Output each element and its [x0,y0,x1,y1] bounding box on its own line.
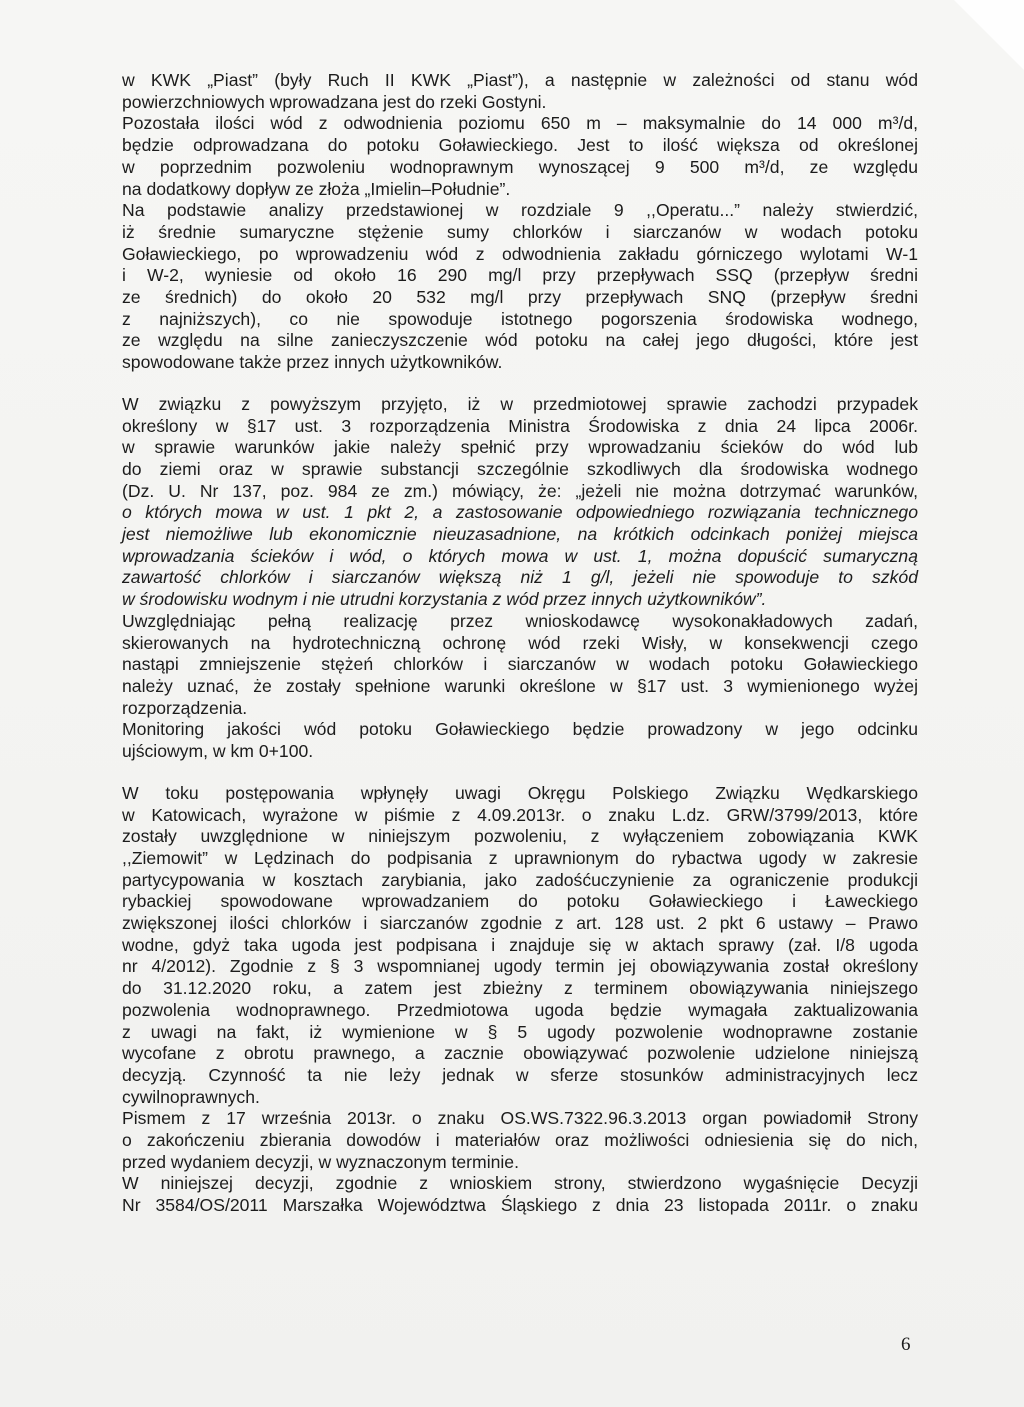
page-number: 6 [901,1334,911,1355]
text-line: Pozostała ilości wód z odwodnienia poziomu 650 m – maksymalnie do 14 000 m³/d, [122,113,918,134]
text-line: ze względu na silne zanieczyszczenie wód potoku na całej jego długości, które jest [122,330,918,351]
text-line: spowodowane także przez innych użytkowników. [122,352,503,373]
text-line: w poprzednim pozwoleniu wodnoprawnym wynoszącej 9 500 m³/d, ze względu [122,156,918,177]
text-line: nastąpi zmniejszenie stężeń chlorków i siarczanów w wodach potoku Goławieckiego [122,654,918,675]
text-line: z najniższych), co nie spowoduje istotnego pogorszenia środowiska wodnego, [122,308,918,329]
text-line: pozwolenia wodnoprawnego. Przedmiotowa ugoda będzie wymagała zaktualizowania [122,999,918,1020]
text-line: z uwagi na fakt, iż wymienione w § 5 ugody pozwolenie wodnoprawne zostanie [122,1021,918,1042]
text-line: Goławieckiego, po wprowadzeniu wód z odwodnienia zakładu górniczego wylotami W-1 [122,243,918,264]
text-line: decyzją. Czynność ta nie leży jednak w sferze stosunków administracyjnych lecz [122,1064,918,1085]
text-line: ujściowym, w km 0+100. [122,741,314,762]
text-line: przed wydaniem decyzji, w wyznaczonym terminie. [122,1151,519,1172]
text-line: zostały uwzględnione w niniejszym pozwoleniu, z wyłączeniem zobowiązania KWK [122,826,918,847]
text-line: w Katowicach, wyrażone w piśmie z 4.09.2013r. o znaku L.dz. GRW/3799/2013, które [122,804,918,825]
text-line: Uwzględniając pełną realizację przez wnioskodawcę wysokonakładowych zadań, [122,610,918,631]
quoted-line: w środowisku wodnym i nie utrudni korzystania z wód przez innych użytkowników”. [122,589,767,610]
text-line: iż średnie sumaryczne stężenie sumy chlorków i siarczanów w wodach potoku [122,221,918,242]
quoted-line: jest niemożliwe lub ekonomicznie nieuzasadnione, na krótkich odcinkach poniżej miejsca [122,524,918,545]
text-line: do ziemi oraz w sprawie substancji szczególnie szkodliwych dla środowiska wodnego [122,458,918,479]
text-line: rozporządzenia. [122,697,248,718]
text-line: w KWK „Piast” (były Ruch II KWK „Piast”), a następnie w zależności od stanu wód [122,70,918,90]
text-line: o zakończeniu zbierania dowodów i materiałów oraz możliwości odniesienia się do nich, [122,1130,918,1151]
text-line: zwiększonej ilości chlorków i siarczanów zgodnie z art. 128 ust. 2 pkt 6 ustawy – Prawo [122,913,918,934]
quoted-line: o których mowa w ust. 1 pkt 2, a zastosowanie odpowiedniego rozwiązania technicznego [122,502,918,523]
paragraph-9 [122,1173,918,1216]
text-line: wycofane z obrotu prawnego, a zacznie obowiązywać pozwolenie udzielone niniejszą [122,1043,918,1064]
text-line: określony w §17 ust. 3 rozporządzenia Ministra Środowiska z dnia 24 lipca 2006r. [122,415,918,436]
quoted-line: wprowadzania ścieków i wód, o których mowa w ust. 1, można dopuścić sumaryczną [122,545,918,566]
document-body [122,70,918,1217]
paragraph-6 [122,719,918,762]
text-line: będzie odprowadzana do potoku Goławieckiego. Jest to ilość większa od określonej [122,135,918,156]
text-line: do 31.12.2020 roku, a zatem jest zbieżny z terminem obowiązywania niniejszego [122,978,918,999]
paragraph-3 [122,200,918,374]
paragraph-2 [122,113,918,200]
text-line: w sprawie warunków jakie należy spełnić przy wprowadzaniu ścieków do wód lub [122,437,918,458]
text-line: wodne, gdyż taka ugoda jest podpisana i znajduje się w aktach sprawy (zał. I/8 ugoda [122,934,918,955]
text-line: partycypowania w kosztach zarybiania, jako zadośćuczynienie za ograniczenie produkcji [122,869,918,890]
text-line: cywilnoprawnych. [122,1086,260,1107]
paragraph-5 [122,611,918,720]
text-line: Na podstawie analizy przedstawionej w rozdziale 9 ,,Operatu...” należy stwierdzić, [122,200,918,221]
text-line: należy uznać, że zostały spełnione warunki określone w §17 ust. 3 wymienionego wyżej [122,675,918,696]
text-line: na dodatkowy dopływ ze złoża „Imielin–Południe”. [122,178,511,199]
text-line: Nr 3584/OS/2011 Marszałka Województwa Śląskiego z dnia 23 listopada 2011r. o znaku [122,1195,918,1216]
text-line: W toku postępowania wpłynęły uwagi Okręgu Polskiego Związku Wędkarskiego [122,782,918,803]
paragraph-8 [122,1108,918,1173]
text-line: Pismem z 17 września 2013r. o znaku OS.WS.7322.96.3.2013 organ powiadomił Strony [122,1108,918,1129]
text-line: ze średnich) do około 20 532 mg/l przy przepływach SNQ (przepływ średni [122,287,918,308]
quoted-line: zawartość chlorków i siarczanów większą niż 1 g/l, jeżeli nie spowoduje to szkód [122,567,918,588]
text-line: (Dz. U. Nr 137, poz. 984 ze zm.) mówiący, że: „jeżeli nie można dotrzymać warunków, [122,480,918,501]
text-line: rybackiej spowodowane wprowadzaniem do potoku Goławieckiego i Ławeckiego [122,891,918,912]
text-line: Monitoring jakości wód potoku Goławieckiego będzie prowadzony w jego odcinku [122,719,918,740]
text-line: ,,Ziemowit” w Lędzinach do podpisania z uprawnionym do rybactwa ugody w zakresie [122,847,918,868]
folded-corner [954,0,1024,70]
text-line: i W-2, wyniesie od około 16 290 mg/l przy przepływach SSQ (przepływ średni [122,265,918,286]
text-line: nr 4/2012). Zgodnie z § 3 wspomnianej ugody termin jej obowiązywania został określony [122,956,918,977]
paragraph-1 [122,70,918,113]
text-line: W niniejszej decyzji, zgodnie z wnioskiem strony, stwierdzono wygaśnięcie Decyzji [122,1173,918,1194]
text-line: skierowanych na hydrotechniczną ochronę wód rzeki Wisły, w konsekwencji czego [122,632,918,653]
paragraph-7 [122,783,918,1109]
text-line: powierzchniowych wprowadzana jest do rzeki Gostyni. [122,91,547,112]
paragraph-4 [122,394,918,611]
text-line: W związku z powyższym przyjęto, iż w przedmiotowej sprawie zachodzi przypadek [122,393,918,414]
